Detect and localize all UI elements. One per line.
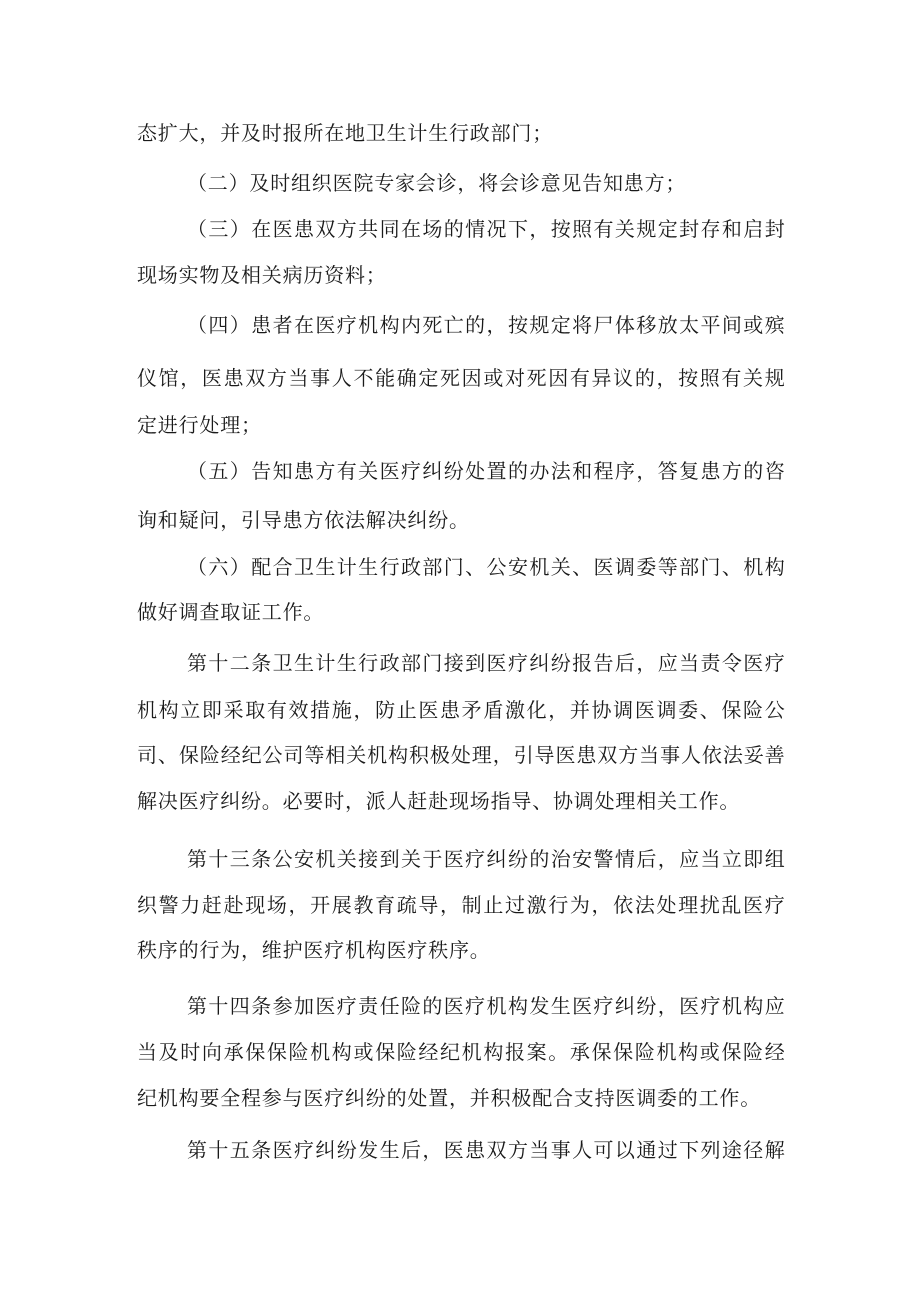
text-line: 纪机构要全程参与医疗纠纷的处置，并积极配合支持医调委的工作。: [137, 1086, 761, 1110]
text-line: （三）在医患双方共同在场的情况下，按照有关规定封存和启封: [187, 217, 785, 241]
text-line: 司、保险经纪公司等相关机构积极处理，引导医患双方当事人依法妥善: [137, 743, 785, 767]
text-line: 第十四条参加医疗责任险的医疗机构发生医疗纠纷，医疗机构应: [187, 994, 785, 1018]
text-line: 秩序的行为，维护医疗机构医疗秩序。: [137, 938, 491, 962]
text-line: 态扩大，并及时报所在地卫生计生行政部门；: [137, 121, 553, 145]
text-line: 第十二条卫生计生行政部门接到医疗纠纷报告后，应当责令医疗: [187, 651, 785, 675]
text-line: 现场实物及相关病历资料；: [137, 263, 387, 287]
text-line: （五）告知患方有关医疗纠纷处置的办法和程序，答复患方的咨: [187, 459, 785, 483]
text-line: 做好调查取证工作。: [137, 600, 325, 624]
text-line: 机构立即采取有效措施，防止医患矛盾激化，并协调医调委、保险公: [137, 698, 785, 722]
text-line: 织警力赶赴现场，开展教育疏导，制止过激行为，依法处理扰乱医疗: [137, 893, 785, 917]
text-line: 仪馆，医患双方当事人不能确定死因或对死因有异议的，按照有关规: [137, 366, 785, 390]
text-line: 第十三条公安机关接到关于医疗纠纷的治安警情后，应当立即组: [187, 847, 785, 871]
text-line: 解决医疗纠纷。必要时，派人赶赴现场指导、协调处理相关工作。: [137, 789, 741, 813]
text-line: 定进行处理；: [137, 413, 262, 437]
text-line: 询和疑问，引导患方依法解决纠纷。: [137, 508, 470, 532]
text-line: 当及时向承保保险机构或保险经纪机构报案。承保保险机构或保险经: [137, 1040, 785, 1064]
text-line: （六）配合卫生计生行政部门、公安机关、医调委等部门、机构: [187, 555, 785, 579]
text-line: （四）患者在医疗机构内死亡的，按规定将尸体移放太平间或殡: [187, 313, 785, 337]
text-line: （二）及时组织医院专家会诊，将会诊意见告知患方；: [187, 171, 687, 195]
text-line: 第十五条医疗纠纷发生后，医患双方当事人可以通过下列途径解: [187, 1138, 785, 1162]
